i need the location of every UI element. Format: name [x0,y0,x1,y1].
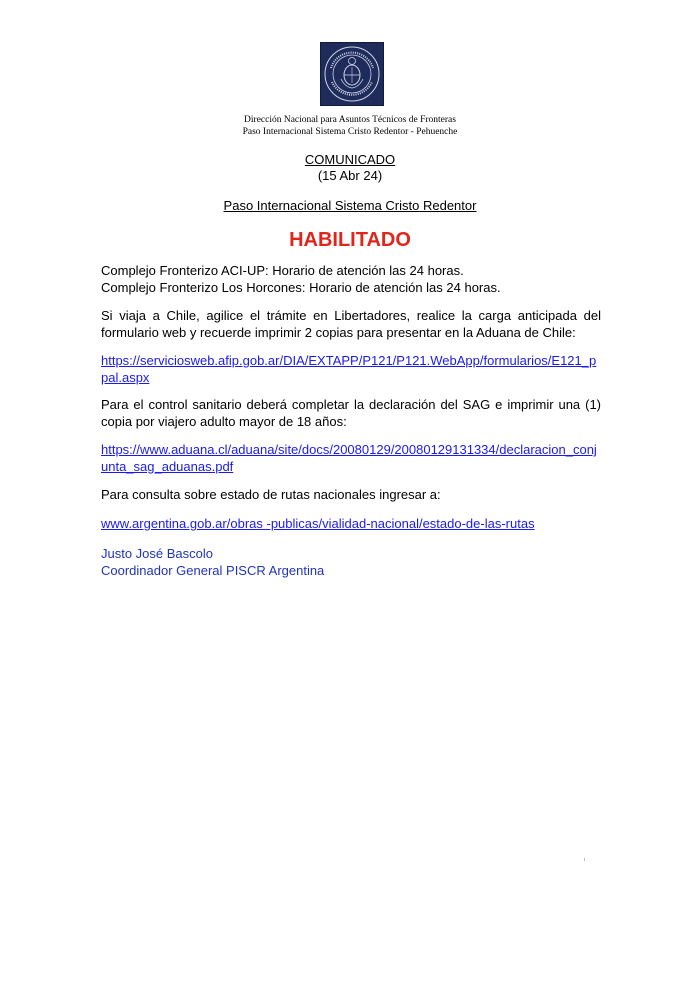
sag-declaration-link[interactable]: https://www.aduana.cl/aduana/site/docs/20080129/20080129131334/declaracion_conjunta_sag_aduanas.pdf [101,442,597,474]
pass-name-heading [0,198,700,214]
signature-title: Coordinador General PISCR Argentina [101,562,325,578]
header-line-2: Paso Internacional Sistema Cristo Redentor - Pehuenche [242,127,458,137]
page-speck [584,858,585,861]
comunicado-label: COMUNICADO [304,152,396,167]
schedule-block [101,263,601,296]
afip-form-link[interactable]: https://serviciosweb.afip.gob.ar/DIA/EXTAPP/P121/P121.WebApp/formularios/E121_ppal.aspx [101,353,597,385]
document-title [0,152,700,168]
ministry-seal-icon [321,43,383,105]
schedule-aci-up: Complejo Fronterizo ACI-UP: Horario de atención las 24 horas. [101,263,464,278]
document-date: (15 Abr 24) [317,168,383,183]
routes-paragraph: Para consulta sobre estado de rutas nacionales ingresar a: [101,487,441,502]
pass-name: Paso Internacional Sistema Cristo Redentor [223,198,477,213]
sag-link-block [101,442,601,475]
header-line-1: Dirección Nacional para Asuntos Técnicos de Fronteras [244,115,456,125]
status-text: HABILITADO [289,229,411,251]
sag-paragraph: Para el control sanitario deberá completar la declaración del SAG e imprimir una (1) copia por viajero adulto mayor de 18 años: [101,397,601,429]
ministry-seal-logo [320,42,384,106]
signature-name: Justo José Bascolo [101,546,214,561]
afip-link-block [101,353,601,386]
routes-link-block [101,516,601,533]
chile-paragraph: Si viaja a Chile, agilice el trámite en Libertadores, realice la carga anticipada del formulario web y recuerde imprimir 2 copias para presentar en la Aduana de Chile: [101,308,601,340]
routes-status-link[interactable]: www.argentina.gob.ar/obras -publicas/vialidad-nacional/estado-de-las-rutas [101,516,535,531]
schedule-los-horcones: Complejo Fronterizo Los Horcones: Horario de atención las 24 horas. [101,279,501,295]
signature-block [101,546,601,579]
